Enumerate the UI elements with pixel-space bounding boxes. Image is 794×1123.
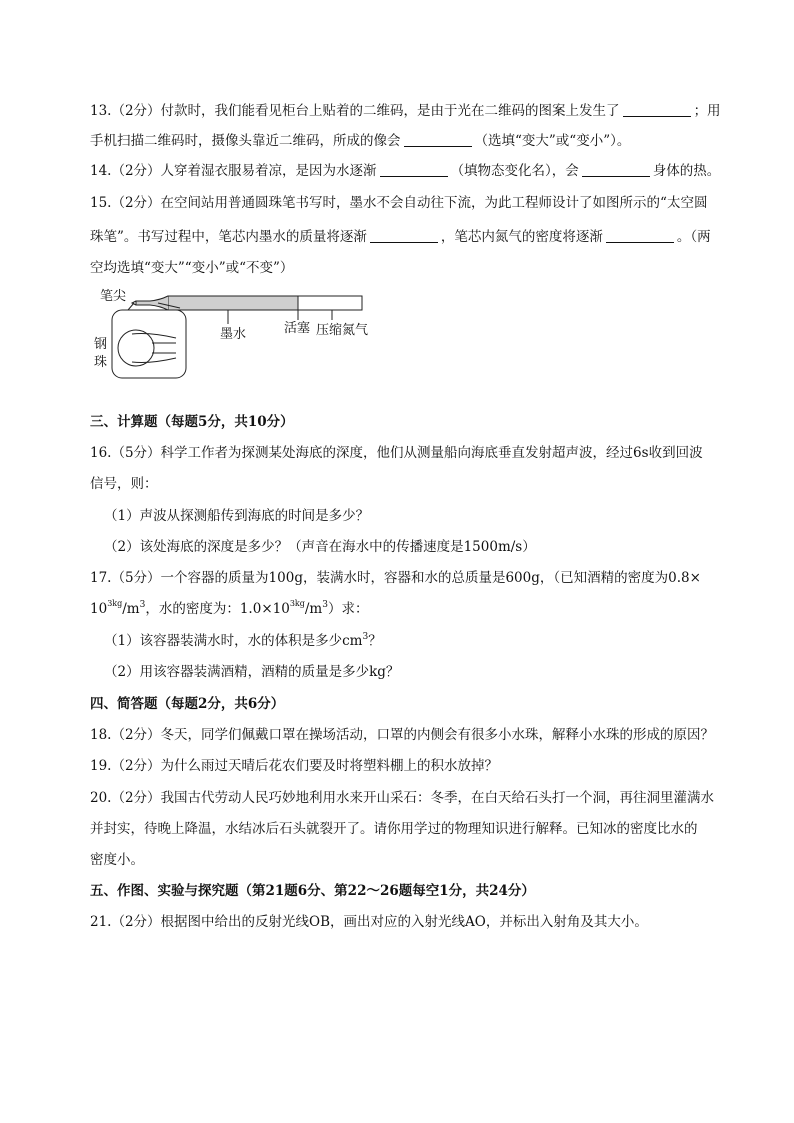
answer-blank[interactable] — [404, 132, 472, 147]
question-13-text-3: （选填“变大”或“变小”）。 — [474, 133, 631, 149]
q17-text-end: ）求： — [327, 601, 369, 617]
piston-label: 活塞 — [284, 321, 311, 336]
q17-sub1-text: （1）该容器装满水时，水的体积是多少cm — [104, 633, 363, 649]
question-15-text-3: ，笔芯内氮气的密度将逐渐 — [440, 229, 603, 245]
question-13-line-1 — [90, 101, 721, 121]
section-4-heading: 四、简答题（每题2分，共6分） — [90, 696, 285, 712]
question-17-sub-2: （2）用该容器装满酒精，酒精的质量是多少kg？ — [104, 664, 400, 680]
question-15-line-3 — [90, 258, 293, 278]
question-20-line-2: 并封实，待晚上降温，水结冰后石头就裂开了。请你用学过的物理知识进行解释。已知冰的密度比水的 — [90, 821, 698, 837]
question-15-line-2 — [90, 227, 711, 247]
steel-ball-label-2: 珠 — [94, 355, 108, 370]
question-15-text-2: 珠笔”。书写过程中，笔芯内墨水的质量将逐渐 — [90, 229, 367, 245]
question-13-text-2: 手机扫描二维码时，摄像头靠近二维码，所成的像会 — [90, 133, 401, 149]
question-15-text: 15.（2分）在空间站用普通圆珠笔书写时，墨水不会自动往下流，为此工程师设计了如图所示的“太空圆 — [90, 195, 708, 211]
section-5-heading: 五、作图、实验与探究题（第21题6分、第22～26题每空1分，共24分） — [90, 883, 535, 899]
q17-sup-2: 3 — [139, 600, 146, 610]
question-14 — [90, 161, 720, 181]
question-20-line-3: 密度小。 — [90, 852, 144, 868]
question-18: 18.（2分）冬天，同学们佩戴口罩在操场活动，口罩的内侧会有很多小水珠，解释小水珠的形成的原因？ — [90, 727, 715, 743]
question-15-text-5: 空均选填“变大”“变小”或“不变”） — [90, 260, 294, 276]
q17-sup: 3kg — [107, 599, 123, 608]
question-16-line-1: 16.（5分）科学工作者为探测某处海底的深度，他们从测量船向海底垂直发射超声波，经过6s收到回波 — [90, 445, 703, 461]
steel-ball-label-1: 钢 — [94, 337, 108, 352]
q17-text: ，水的密度为：1.0×10 — [145, 601, 290, 617]
q17-unit-2: /m — [304, 601, 323, 617]
question-14-text-2: （填物态变化名），会 — [450, 163, 579, 179]
steel-ball — [118, 330, 154, 366]
section-3-heading: 三、计算题（每题5分，共10分） — [90, 414, 294, 430]
question-15-line-1 — [90, 193, 707, 213]
question-15-text-4: 。（两 — [676, 229, 711, 245]
pen-tip-label: 笔尖 — [100, 289, 127, 304]
q17-num: 10 — [90, 601, 108, 617]
q17-sup-4: 3 — [322, 600, 328, 610]
answer-blank[interactable] — [623, 102, 691, 117]
nitrogen-label: 压缩氮气 — [316, 323, 369, 338]
question-13-text: 13.（2分）付款时，我们能看见柜台上贴着的二维码，是由于光在二维码的图案上发生了 — [90, 103, 620, 119]
question-13-text-end: ；用 — [693, 103, 721, 119]
question-21: 21.（2分）根据图中给出的反射光线OB，画出对应的入射光线AO，并标出入射角及其大小。 — [90, 914, 648, 930]
space-pen-figure — [88, 286, 388, 386]
question-16-sub-2: （2）该处海底的深度是多少？（声音在海水中的传播速度是1500m/s） — [104, 539, 536, 555]
pen-taper — [136, 296, 168, 310]
question-13-line-2 — [90, 131, 630, 151]
answer-blank[interactable] — [380, 162, 448, 177]
q17-sub1-end: ？ — [368, 633, 382, 649]
q17-sub1-sup: 3 — [362, 632, 369, 642]
question-20-line-1: 20.（2分）我国古代劳动人民巧妙地利用水来开山采石：冬季，在白天给石头打一个洞，再往洞里灌满水 — [90, 790, 715, 806]
answer-blank[interactable] — [606, 228, 674, 243]
answer-blank[interactable] — [582, 162, 650, 177]
question-14-text: 14.（2分）人穿着湿衣服易着凉，是因为水逐渐 — [90, 163, 377, 179]
nitrogen-section — [298, 296, 362, 310]
answer-blank[interactable] — [370, 228, 438, 243]
question-14-text-3: 身体的热。 — [652, 163, 721, 179]
question-17-line-2 — [90, 599, 368, 619]
question-17-sub-1 — [104, 631, 382, 651]
question-19: 19.（2分）为什么雨过天晴后花农们要及时将塑料棚上的积水放掉？ — [90, 758, 499, 774]
ink-label: 墨水 — [220, 327, 247, 342]
question-17-line-1: 17.（5分）一个容器的质量为100g，装满水时，容器和水的总质量是600g，（已知酒精的密度为0.8× — [90, 570, 701, 586]
q17-unit: /m — [122, 601, 140, 617]
ink-section — [168, 296, 298, 310]
question-16-line-2: 信号，则： — [90, 476, 158, 492]
question-16-sub-1: （1）声波从探测船传到海底的时间是多少？ — [104, 508, 370, 524]
q17-sup-3: 3kg — [289, 599, 305, 608]
